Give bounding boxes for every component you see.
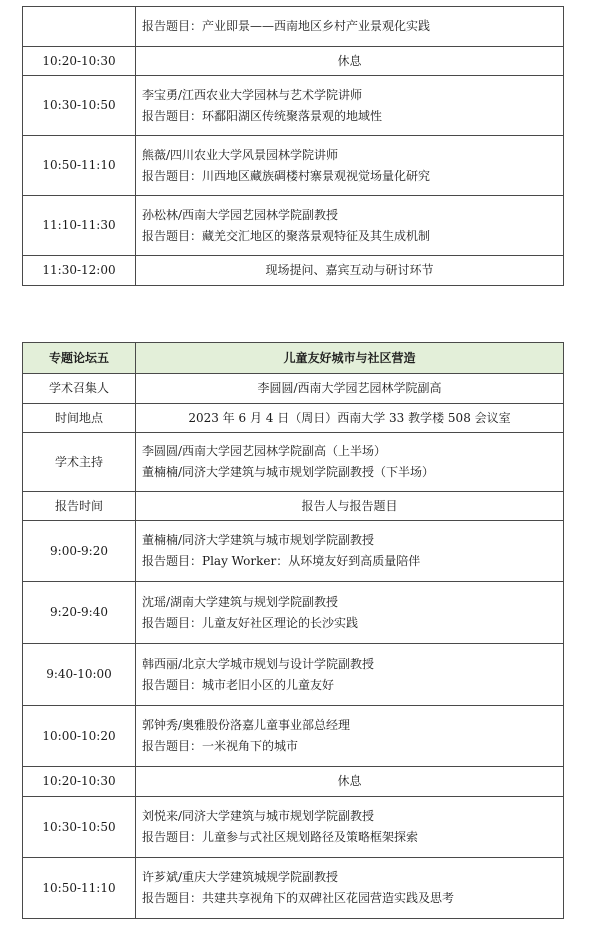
host-cell [136, 433, 564, 492]
schedule-speaker-header: 报告人与报告题目 [136, 492, 564, 521]
table-row [23, 797, 564, 858]
speaker-line: 许芗斌/重庆大学建筑城规学院副教授 [142, 870, 339, 884]
table-row [23, 644, 564, 706]
time-cell: 9:40-10:00 [23, 644, 136, 706]
table-row [23, 196, 564, 256]
table-row [23, 7, 564, 47]
forum-label: 专题论坛五 [23, 343, 136, 374]
time-cell: 10:50-11:10 [23, 136, 136, 196]
content-cell [136, 76, 564, 136]
time-cell: 10:30-10:50 [23, 797, 136, 858]
time-cell: 11:10-11:30 [23, 196, 136, 256]
venue-label: 时间地点 [23, 404, 136, 433]
schedule-time-header: 报告时间 [23, 492, 136, 521]
session-line: 休息 [337, 774, 362, 788]
forum-header-row [23, 343, 564, 374]
convener-label: 学术召集人 [23, 374, 136, 404]
convener-row [23, 374, 564, 404]
report-title-line: 报告题目：儿童参与式社区规划路径及策略框架探索 [142, 830, 419, 844]
forum-title: 儿童友好城市与社区营造 [136, 343, 564, 374]
content-cell [136, 521, 564, 582]
report-title-line: 报告题目：环鄱阳湖区传统聚落景观的地域性 [142, 108, 383, 123]
content-cell [136, 644, 564, 706]
report-title-line: 报告题目：城市老旧小区的儿童友好 [142, 677, 335, 692]
time-cell: 11:30-12:00 [23, 256, 136, 286]
report-title-line: 报告题目：Play Worker：从环境友好到高质量陪伴 [142, 554, 421, 568]
content-cell [136, 582, 564, 644]
content-cell [136, 858, 564, 919]
table-row [23, 767, 564, 797]
content-cell [136, 196, 564, 256]
host-label: 学术主持 [23, 433, 136, 492]
host-row [23, 433, 564, 492]
content-cell [136, 7, 564, 47]
table-row [23, 858, 564, 919]
time-cell: 10:20-10:30 [23, 767, 136, 797]
report-title-line: 报告题目：共建共享视角下的双碑社区花园营造实践及思考 [142, 891, 455, 905]
table-row [23, 582, 564, 644]
table2-body [23, 343, 564, 919]
schedule-header-row [23, 492, 564, 521]
table-row [23, 256, 564, 286]
speaker-line: 郭钟秀/奥雅股份洛嘉儿童事业部总经理 [142, 718, 351, 732]
speaker-line: 李宝勇/江西农业大学园林与艺术学院讲师 [142, 87, 363, 102]
time-cell: 10:00-10:20 [23, 706, 136, 767]
time-cell: 9:20-9:40 [23, 582, 136, 644]
host-line-second-half: 董楠楠/同济大学建筑与城市规划学院副教授（下半场） [142, 465, 435, 479]
speaker-line: 沈瑶/湖南大学建筑与规划学院副教授 [142, 594, 339, 609]
forum-five-table [22, 342, 564, 919]
content-cell [136, 136, 564, 196]
time-cell: 10:20-10:30 [23, 47, 136, 76]
table-row [23, 706, 564, 767]
speaker-line: 刘悦来/同济大学建筑与城市规划学院副教授 [142, 809, 375, 823]
table-row [23, 47, 564, 76]
convener-value: 李圆圆/西南大学园艺园林学院副高 [136, 374, 564, 404]
report-title-line: 报告题目：一米视角下的城市 [142, 739, 299, 753]
content-cell [136, 47, 564, 76]
session-line: 休息 [337, 53, 362, 68]
table-row [23, 521, 564, 582]
venue-value: 2023 年 6 月 4 日（周日）西南大学 33 教学楼 508 会议室 [136, 404, 564, 433]
session-line: 现场提问、嘉宾互动与研讨环节 [265, 263, 434, 277]
time-cell: 10:50-11:10 [23, 858, 136, 919]
content-cell [136, 706, 564, 767]
speaker-line: 韩西丽/北京大学城市规划与设计学院副教授 [142, 656, 375, 671]
table-row [23, 136, 564, 196]
content-cell [136, 767, 564, 797]
content-cell [136, 797, 564, 858]
content-cell [136, 256, 564, 286]
time-cell [23, 7, 136, 47]
speaker-line: 孙松林/西南大学园艺园林学院副教授 [142, 207, 339, 222]
time-cell: 9:00-9:20 [23, 521, 136, 582]
report-title-line: 报告题目：藏羌交汇地区的聚落景观特征及其生成机制 [142, 228, 431, 243]
schedule-table-continued [22, 6, 564, 286]
session-line: 报告题目：产业即景——西南地区乡村产业景观化实践 [142, 19, 431, 33]
time-cell: 10:30-10:50 [23, 76, 136, 136]
host-line-first-half: 李圆圆/西南大学园艺园林学院副高（上半场） [142, 444, 387, 458]
venue-row [23, 404, 564, 433]
speaker-line: 董楠楠/同济大学建筑与城市规划学院副教授 [142, 533, 375, 547]
table-row [23, 76, 564, 136]
table1-body [23, 7, 564, 286]
speaker-line: 熊薇/四川农业大学风景园林学院讲师 [142, 147, 339, 162]
report-title-line: 报告题目：川西地区藏族碉楼村寨景观视觉场量化研究 [142, 168, 431, 183]
report-title-line: 报告题目：儿童友好社区理论的长沙实践 [142, 615, 359, 630]
